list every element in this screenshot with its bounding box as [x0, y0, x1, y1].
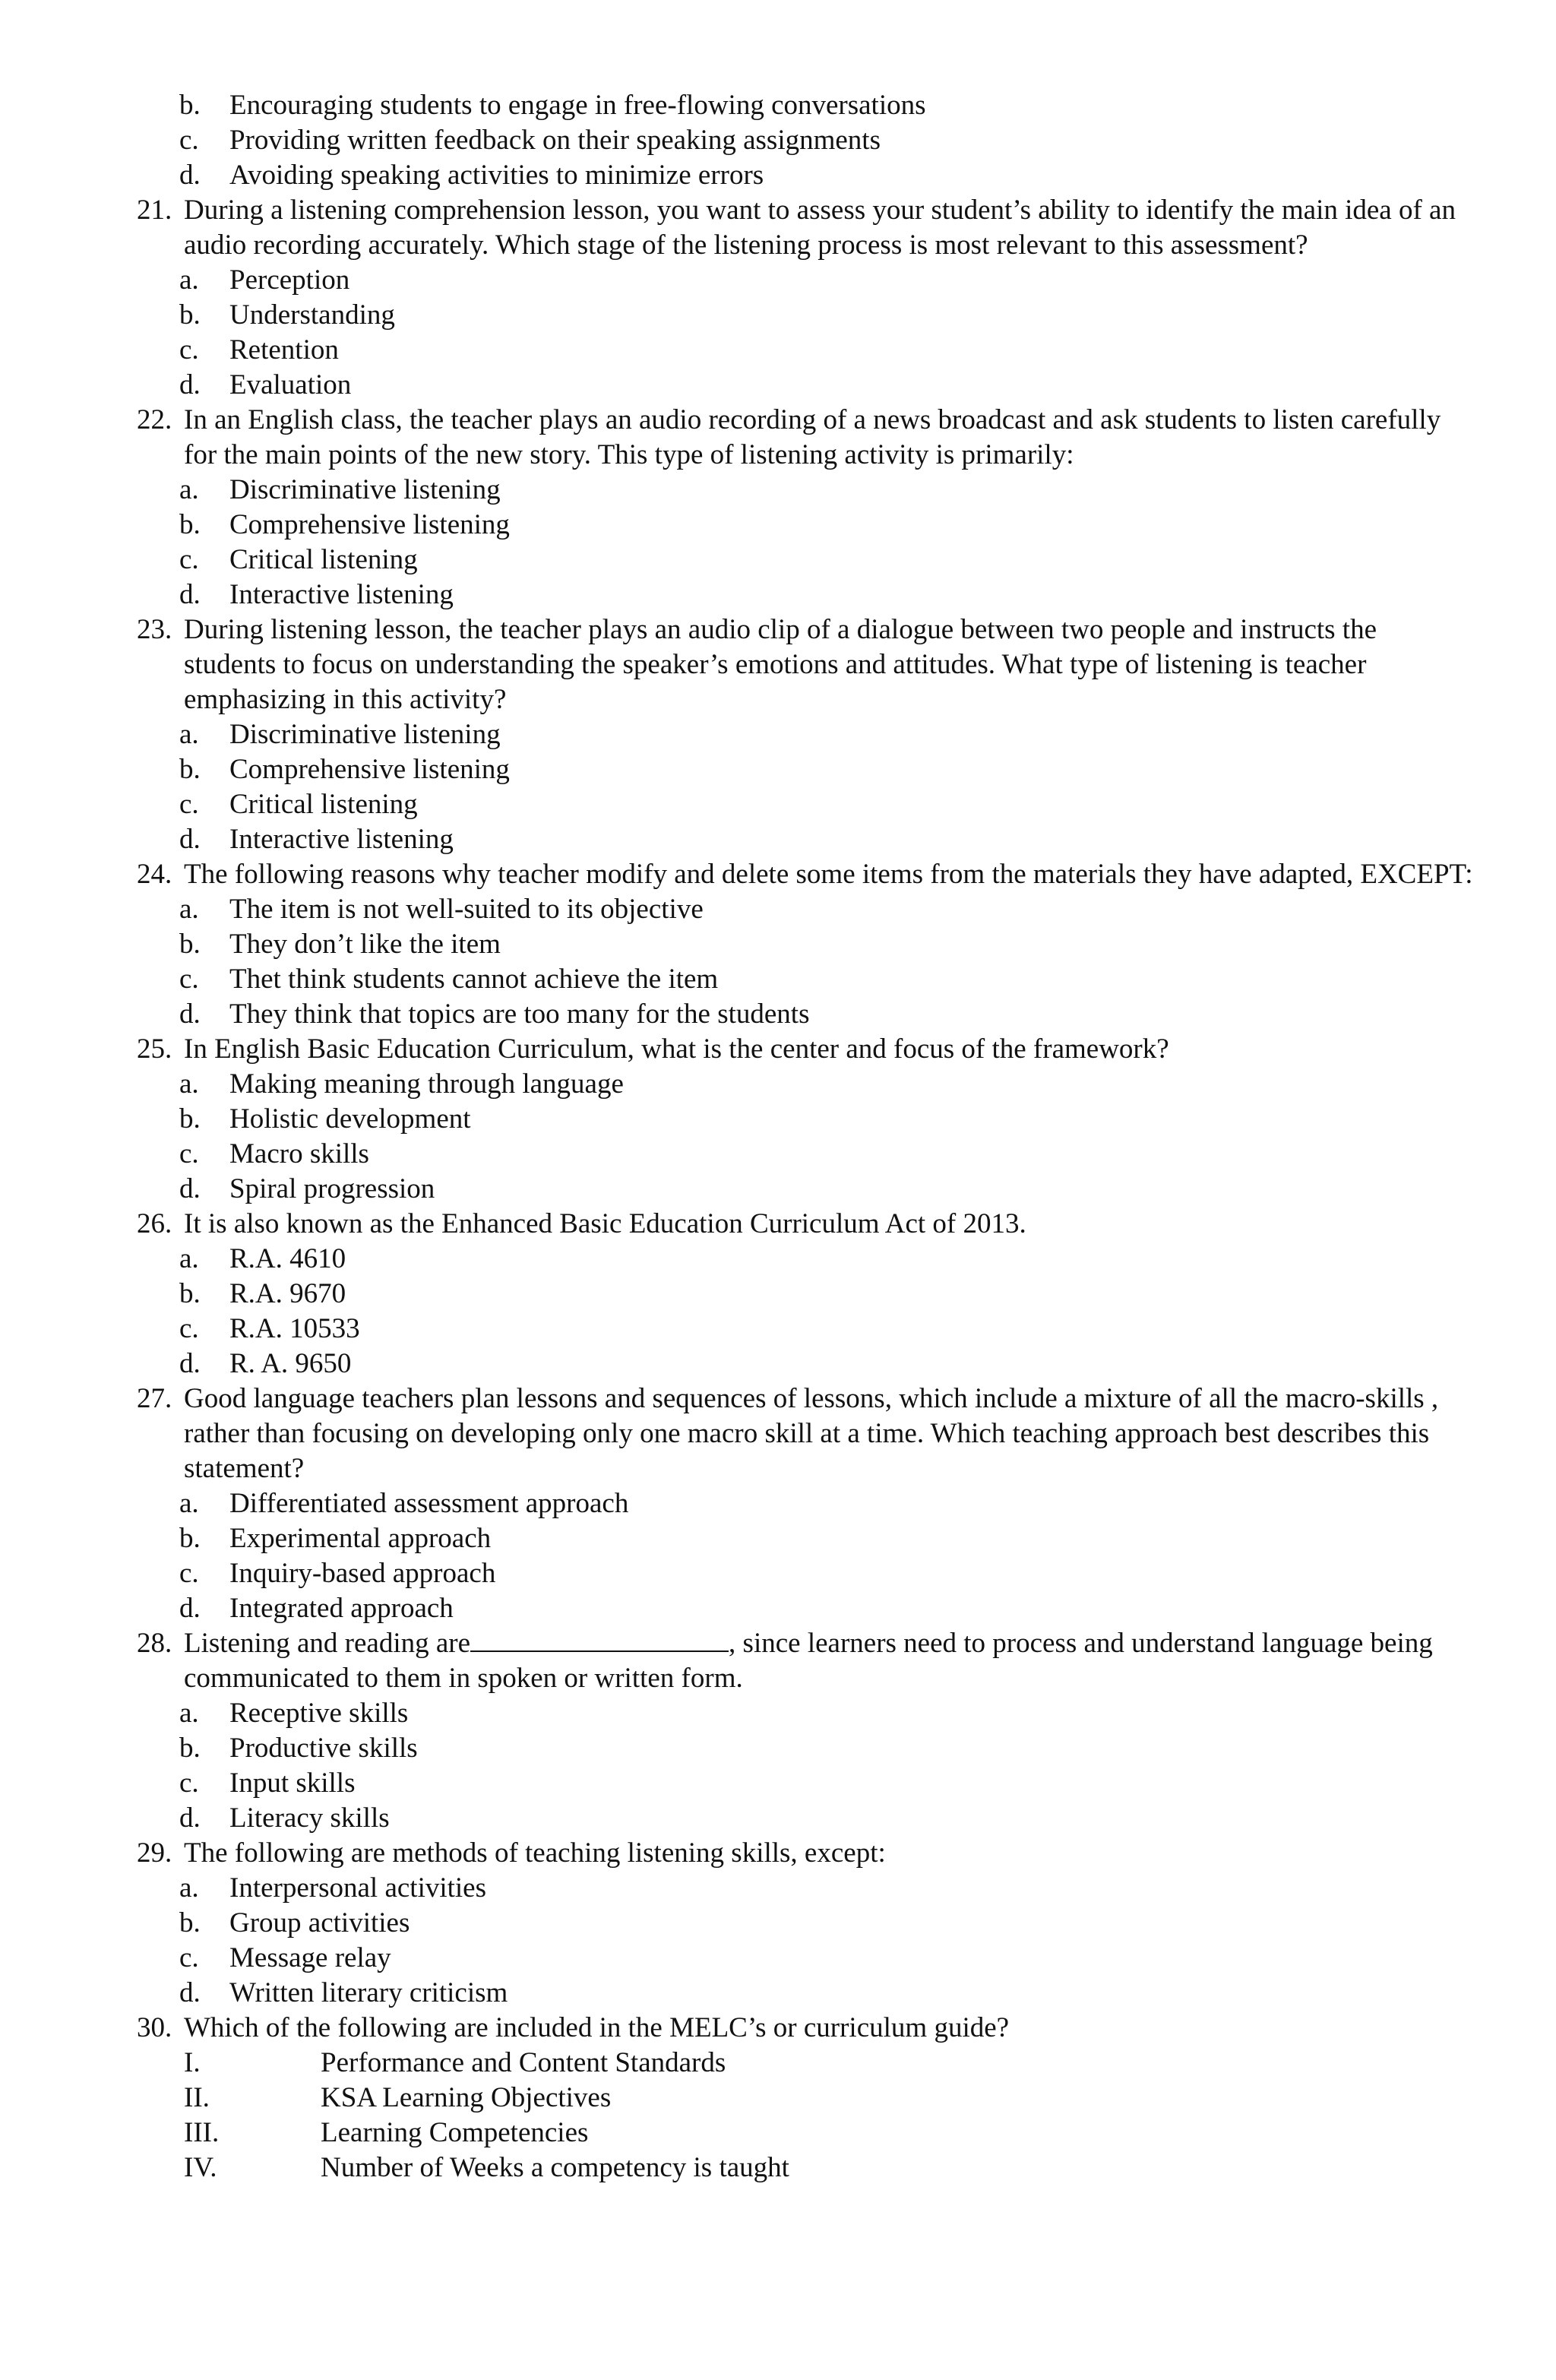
option — [137, 717, 1474, 752]
option-letter: c. — [179, 334, 199, 366]
option — [137, 88, 1474, 123]
roman-item — [137, 2046, 1474, 2081]
option — [137, 368, 1474, 403]
option-letter: d. — [179, 1348, 201, 1379]
question-27 — [137, 1381, 1474, 1486]
question-number: 27. — [137, 1383, 172, 1414]
option — [137, 997, 1474, 1032]
option-letter: a. — [179, 719, 199, 750]
question-30 — [137, 2011, 1474, 2046]
question-text-before-blank: Listening and reading are — [184, 1628, 471, 1659]
option-text: Written literary criticism — [229, 1977, 508, 2008]
option — [137, 1731, 1474, 1766]
option — [137, 1696, 1474, 1731]
option-letter: c. — [179, 964, 199, 995]
option — [137, 1312, 1474, 1347]
question-list — [137, 88, 1474, 2185]
option-text: Understanding — [229, 299, 395, 331]
question-26 — [137, 1207, 1474, 1242]
option-letter: a. — [179, 1872, 199, 1904]
option — [137, 1591, 1474, 1626]
option-text: R.A. 4610 — [229, 1243, 346, 1274]
option-text: Interpersonal activities — [229, 1872, 487, 1904]
option-text: Macro skills — [229, 1138, 369, 1169]
option — [137, 822, 1474, 857]
option-text: Evaluation — [229, 369, 352, 400]
option-text: Interactive listening — [229, 824, 454, 855]
option-text: Discriminative listening — [229, 474, 501, 505]
option — [137, 892, 1474, 927]
option-text: Thet think students cannot achieve the item — [229, 964, 719, 995]
option-text: Receptive skills — [229, 1698, 409, 1729]
option — [137, 1906, 1474, 1941]
option-text: Avoiding speaking activities to minimize errors — [229, 160, 764, 191]
option-letter: a. — [179, 1243, 199, 1274]
option-letter: c. — [179, 1313, 199, 1344]
option-text: Literacy skills — [229, 1802, 390, 1834]
question-text: In English Basic Education Curriculum, what is the center and focus of the framework? — [184, 1033, 1169, 1065]
option — [137, 752, 1474, 787]
option-letter: d. — [179, 579, 201, 610]
option-text: Critical listening — [229, 789, 418, 820]
option — [137, 1801, 1474, 1836]
roman-numeral: I. — [184, 2047, 201, 2078]
option-letter: a. — [179, 1698, 199, 1729]
option — [137, 1172, 1474, 1207]
option-text: Productive skills — [229, 1733, 418, 1764]
option-letter: d. — [179, 1802, 201, 1834]
option-letter: a. — [179, 1488, 199, 1519]
option-letter: a. — [179, 894, 199, 925]
option-letter: b. — [179, 509, 201, 540]
option-text: Making meaning through language — [229, 1068, 624, 1100]
option — [137, 1242, 1474, 1277]
option-text: Providing written feedback on their speaking assignments — [229, 125, 881, 156]
option-letter: b. — [179, 90, 201, 121]
roman-numeral: III. — [184, 2117, 220, 2148]
option-text: Discriminative listening — [229, 719, 501, 750]
option — [137, 473, 1474, 508]
option-text: Group activities — [229, 1907, 410, 1938]
option-letter: c. — [179, 789, 199, 820]
option-text: Differentiated assessment approach — [229, 1488, 629, 1519]
option-text: They don’t like the item — [229, 929, 501, 960]
question-25 — [137, 1032, 1474, 1067]
option-letter: d. — [179, 1977, 201, 2008]
option-text: Holistic development — [229, 1103, 471, 1135]
option-letter: d. — [179, 1173, 201, 1204]
option-text: The item is not well-suited to its objective — [229, 894, 704, 925]
option — [137, 333, 1474, 368]
option — [137, 543, 1474, 578]
option — [137, 1521, 1474, 1556]
option-letter: c. — [179, 1768, 199, 1799]
question-number: 21. — [137, 195, 172, 226]
question-28 — [137, 1626, 1474, 1696]
option-letter: b. — [179, 1733, 201, 1764]
option — [137, 578, 1474, 612]
option-text: R.A. 9670 — [229, 1278, 346, 1309]
option-letter: d. — [179, 1593, 201, 1624]
question-22 — [137, 403, 1474, 473]
roman-numeral: IV. — [184, 2152, 217, 2183]
option-letter: c. — [179, 125, 199, 156]
option — [137, 298, 1474, 333]
option-letter: a. — [179, 1068, 199, 1100]
option — [137, 263, 1474, 298]
question-29 — [137, 1836, 1474, 1871]
option — [137, 962, 1474, 997]
option-letter: d. — [179, 824, 201, 855]
option-letter: b. — [179, 929, 201, 960]
option-text: Inquiry-based approach — [229, 1558, 496, 1589]
option-text: Input skills — [229, 1768, 356, 1799]
question-text: It is also known as the Enhanced Basic Education Curriculum Act of 2013. — [184, 1208, 1026, 1239]
option — [137, 1067, 1474, 1102]
roman-item-text: Number of Weeks a competency is taught — [321, 2152, 789, 2183]
option — [137, 158, 1474, 193]
option-letter: b. — [179, 1103, 201, 1135]
roman-item — [137, 2116, 1474, 2151]
question-24 — [137, 857, 1474, 892]
question-number: 28. — [137, 1628, 172, 1659]
option-text: Experimental approach — [229, 1523, 492, 1554]
question-number: 23. — [137, 614, 172, 645]
option-letter: c. — [179, 1138, 199, 1169]
answer-blank — [470, 1626, 729, 1652]
question-number: 30. — [137, 2012, 172, 2043]
option-text: They think that topics are too many for the students — [229, 999, 810, 1030]
option-text: Perception — [229, 264, 350, 296]
option — [137, 927, 1474, 962]
option-text: Integrated approach — [229, 1593, 454, 1624]
option — [137, 1486, 1474, 1521]
question-number: 26. — [137, 1208, 172, 1239]
option-text: Critical listening — [229, 544, 418, 575]
option-text: Encouraging students to engage in free-flowing conversations — [229, 90, 926, 121]
question-text: During a listening comprehension lesson, you want to assess your student’s ability to identify the main idea of an audio recording accurately. Which stage of the listening process is most relevant to this assessment? — [184, 195, 1456, 261]
option-letter: d. — [179, 160, 201, 191]
option — [137, 123, 1474, 158]
option-text: Comprehensive listening — [229, 509, 510, 540]
roman-item-text: Learning Competencies — [321, 2117, 589, 2148]
option-letter: b. — [179, 1278, 201, 1309]
option-letter: c. — [179, 544, 199, 575]
option — [137, 1941, 1474, 1976]
option-letter: b. — [179, 1907, 201, 1938]
option — [137, 508, 1474, 543]
option — [137, 787, 1474, 822]
option-text: Spiral progression — [229, 1173, 435, 1204]
question-number: 22. — [137, 404, 172, 435]
option-letter: c. — [179, 1558, 199, 1589]
question-number: 29. — [137, 1837, 172, 1869]
option-text: R.A. 10533 — [229, 1313, 360, 1344]
option-letter: d. — [179, 999, 201, 1030]
option — [137, 1137, 1474, 1172]
option-text: Message relay — [229, 1942, 391, 1973]
roman-item-text: KSA Learning Objectives — [321, 2082, 612, 2113]
option-letter: b. — [179, 1523, 201, 1554]
option-letter: c. — [179, 1942, 199, 1973]
option-text: Comprehensive listening — [229, 754, 510, 785]
option — [137, 1976, 1474, 2011]
question-text: During listening lesson, the teacher plays an audio clip of a dialogue between two people and instructs the students to focus on understanding the speaker’s emotions and attitudes. What type of listening is teacher emphasizing in this activity? — [184, 614, 1377, 715]
question-number: 25. — [137, 1033, 172, 1065]
question-text-after-blank: , since learners need to process and understand language being communicated to them in spoken or written form. — [184, 1628, 1433, 1694]
question-text: The following reasons why teacher modify and delete some items from the materials they have adapted, EXCEPT: — [184, 859, 1473, 890]
option — [137, 1871, 1474, 1906]
roman-item — [137, 2081, 1474, 2116]
question-text: Which of the following are included in the MELC’s or curriculum guide? — [184, 2012, 1010, 2043]
question-text: The following are methods of teaching listening skills, except: — [184, 1837, 886, 1869]
option-letter: a. — [179, 474, 199, 505]
option-text: Interactive listening — [229, 579, 454, 610]
question-text: Good language teachers plan lessons and sequences of lessons, which include a mixture of all the macro-skills , rather than focusing on developing only one macro skill at a time. Which teaching approach best describes this statement? — [184, 1383, 1439, 1484]
option-text: Retention — [229, 334, 339, 366]
option — [137, 1347, 1474, 1381]
question-21 — [137, 193, 1474, 263]
option — [137, 1277, 1474, 1312]
roman-numeral: II. — [184, 2082, 210, 2113]
option-letter: d. — [179, 369, 201, 400]
option — [137, 1102, 1474, 1137]
roman-item-text: Performance and Content Standards — [321, 2047, 726, 2078]
question-23 — [137, 612, 1474, 717]
option — [137, 1766, 1474, 1801]
option-letter: b. — [179, 754, 201, 785]
option-text: R. A. 9650 — [229, 1348, 352, 1379]
option-letter: a. — [179, 264, 199, 296]
question-text: In an English class, the teacher plays an audio recording of a news broadcast and ask students to listen carefully for the main points of the new story. This type of listening activity is primarily: — [184, 404, 1441, 470]
option — [137, 1556, 1474, 1591]
option-letter: b. — [179, 299, 201, 331]
question-number: 24. — [137, 859, 172, 890]
roman-item — [137, 2151, 1474, 2185]
